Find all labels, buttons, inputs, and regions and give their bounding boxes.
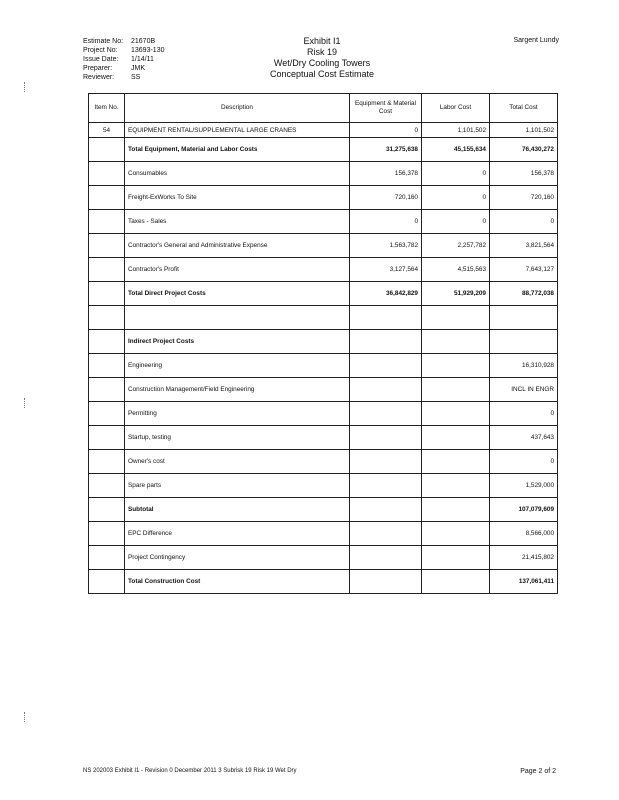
header-item-no: Item No. [89, 94, 125, 123]
project-no-label: Project No: [83, 47, 118, 54]
cell-description: Construction Management/Field Engineering [125, 378, 350, 402]
cell-equipment: 0 [350, 210, 422, 234]
cell-item [89, 402, 125, 426]
cell-total: 1,101,502 [490, 123, 558, 138]
table-row [89, 402, 558, 426]
cell-description: Total Direct Project Costs [125, 282, 350, 306]
footer-file-reference: NS 202003 Exhibit I1 - Revision 0 December 2011 3 Subrisk 19 Risk 19 Wet Dry [83, 768, 297, 774]
cell-labor [422, 450, 490, 474]
cell-total: 0 [490, 210, 558, 234]
cell-description: EPC Difference [125, 522, 350, 546]
cell-description: Engineering [125, 354, 350, 378]
cell-description: Total Equipment, Material and Labor Costs [125, 138, 350, 162]
cell-description: Freight-ExWorks To Site [125, 186, 350, 210]
cell-item [89, 282, 125, 306]
table-row [89, 210, 558, 234]
estimate-no-row [83, 37, 164, 46]
preparer-label: Preparer: [83, 65, 113, 72]
issue-date-label: Issue Date: [83, 56, 119, 63]
cell-equipment [350, 522, 422, 546]
cost-estimate-table [88, 93, 558, 594]
reviewer-value: SS [131, 74, 141, 81]
cell-description: Contractor's General and Administrative Expense [125, 234, 350, 258]
cell-description: Indirect Project Costs [125, 330, 350, 354]
table-row [89, 354, 558, 378]
cell-item: 54 [89, 123, 125, 138]
cell-labor [422, 330, 490, 354]
cell-item [89, 330, 125, 354]
document-title [222, 36, 422, 80]
cell-item [89, 234, 125, 258]
cell-total: 107,079,609 [490, 498, 558, 522]
scan-mark [24, 398, 28, 408]
cell-description [125, 306, 350, 330]
cell-labor [422, 570, 490, 594]
table-row [89, 258, 558, 282]
cell-item [89, 306, 125, 330]
cell-equipment [350, 426, 422, 450]
cell-equipment [350, 474, 422, 498]
cell-item [89, 378, 125, 402]
firm-name: Sargent Lundy [513, 37, 559, 44]
cell-equipment: 720,160 [350, 186, 422, 210]
cell-total: 21,415,802 [490, 546, 558, 570]
cell-labor: 2,257,782 [422, 234, 490, 258]
cell-total: 76,430,272 [490, 138, 558, 162]
title-exhibit: Exhibit I1 [303, 36, 341, 46]
cell-total: 3,821,564 [490, 234, 558, 258]
table-row [89, 282, 558, 306]
header-description: Description [125, 94, 350, 123]
cell-description: Subtotal [125, 498, 350, 522]
title-estimate-type: Conceptual Cost Estimate [269, 69, 375, 79]
table-row [89, 330, 558, 354]
cell-equipment: 36,842,829 [350, 282, 422, 306]
preparer-row [83, 64, 164, 73]
cell-item [89, 354, 125, 378]
estimate-no-label: Estimate No: [83, 38, 124, 45]
title-subject: Wet/Dry Cooling Towers [273, 58, 371, 68]
cell-description: EQUIPMENT RENTAL/SUPPLEMENTAL LARGE CRANES [125, 123, 350, 138]
cell-total [490, 330, 558, 354]
cell-equipment: 31,275,638 [350, 138, 422, 162]
cell-description: Project Contingency [125, 546, 350, 570]
estimate-no-value: 21670B [131, 38, 156, 45]
table-row [89, 474, 558, 498]
cell-total: 437,643 [490, 426, 558, 450]
cell-equipment [350, 354, 422, 378]
cell-total: 8,566,000 [490, 522, 558, 546]
header-labor-cost: Labor Cost [422, 94, 490, 123]
cell-description: Total Construction Cost [125, 570, 350, 594]
cell-labor [422, 546, 490, 570]
cell-equipment [350, 330, 422, 354]
cell-labor: 51,929,209 [422, 282, 490, 306]
table-row [89, 426, 558, 450]
cell-labor [422, 306, 490, 330]
preparer-value: JMK [131, 65, 145, 72]
issue-date-value: 1/14/11 [131, 56, 154, 63]
estimate-meta [83, 37, 164, 82]
cell-total: INCL IN ENGR [490, 378, 558, 402]
cell-item [89, 138, 125, 162]
cell-item [89, 258, 125, 282]
issue-date-row [83, 55, 164, 64]
cell-labor [422, 354, 490, 378]
cell-description: Permitting [125, 402, 350, 426]
cell-equipment [350, 498, 422, 522]
cell-description: Consumables [125, 162, 350, 186]
header-total-cost: Total Cost [490, 94, 558, 123]
title-risk: Risk 19 [306, 47, 337, 57]
cell-labor: 0 [422, 210, 490, 234]
cell-item [89, 474, 125, 498]
table-row [89, 450, 558, 474]
cell-labor [422, 474, 490, 498]
cell-description: Startup, testing [125, 426, 350, 450]
cell-total: 16,310,928 [490, 354, 558, 378]
cell-equipment: 0 [350, 123, 422, 138]
cell-total [490, 306, 558, 330]
table-row [89, 306, 558, 330]
cell-total: 156,378 [490, 162, 558, 186]
cell-item [89, 162, 125, 186]
cell-equipment: 3,127,564 [350, 258, 422, 282]
header-equipment-cost: Equipment & Material Cost [350, 94, 422, 123]
cell-total: 0 [490, 402, 558, 426]
table-row [89, 234, 558, 258]
reviewer-label: Reviewer: [83, 74, 115, 81]
cell-labor: 1,101,502 [422, 123, 490, 138]
table-row [89, 522, 558, 546]
cell-equipment [350, 450, 422, 474]
cell-labor [422, 426, 490, 450]
cell-equipment: 1,563,782 [350, 234, 422, 258]
table-header-row [89, 94, 558, 123]
cell-labor [422, 378, 490, 402]
cell-description: Owner's cost [125, 450, 350, 474]
cell-labor [422, 402, 490, 426]
cell-total: 137,061,411 [490, 570, 558, 594]
cell-item [89, 570, 125, 594]
project-no-row [83, 46, 164, 55]
cell-item [89, 210, 125, 234]
cell-item [89, 498, 125, 522]
cell-total: 88,772,038 [490, 282, 558, 306]
cell-equipment: 156,378 [350, 162, 422, 186]
cell-equipment [350, 570, 422, 594]
cell-item [89, 450, 125, 474]
cell-labor: 4,515,563 [422, 258, 490, 282]
cell-labor: 0 [422, 186, 490, 210]
cell-item [89, 522, 125, 546]
reviewer-row [83, 73, 164, 82]
scan-mark [24, 82, 28, 92]
cell-total: 0 [490, 450, 558, 474]
table-row [89, 378, 558, 402]
cell-equipment [350, 378, 422, 402]
cell-equipment [350, 546, 422, 570]
cell-labor: 45,155,634 [422, 138, 490, 162]
cell-description: Contractor's Profit [125, 258, 350, 282]
cell-equipment [350, 402, 422, 426]
table-row [89, 498, 558, 522]
cell-item [89, 546, 125, 570]
table-row [89, 162, 558, 186]
cell-description: Taxes - Sales [125, 210, 350, 234]
cell-labor: 0 [422, 162, 490, 186]
table-row [89, 546, 558, 570]
cell-item [89, 186, 125, 210]
table-row [89, 123, 558, 138]
scan-mark [24, 712, 28, 722]
cell-labor [422, 498, 490, 522]
cell-equipment [350, 306, 422, 330]
cell-item [89, 426, 125, 450]
cell-labor [422, 522, 490, 546]
cell-total: 720,160 [490, 186, 558, 210]
table-row [89, 186, 558, 210]
cell-description: Spare parts [125, 474, 350, 498]
table-row [89, 570, 558, 594]
project-no-value: 13693-130 [131, 47, 165, 54]
cell-total: 7,643,127 [490, 258, 558, 282]
cell-total: 1,529,000 [490, 474, 558, 498]
table-row [89, 138, 558, 162]
page-number: Page 2 of 2 [520, 768, 556, 775]
